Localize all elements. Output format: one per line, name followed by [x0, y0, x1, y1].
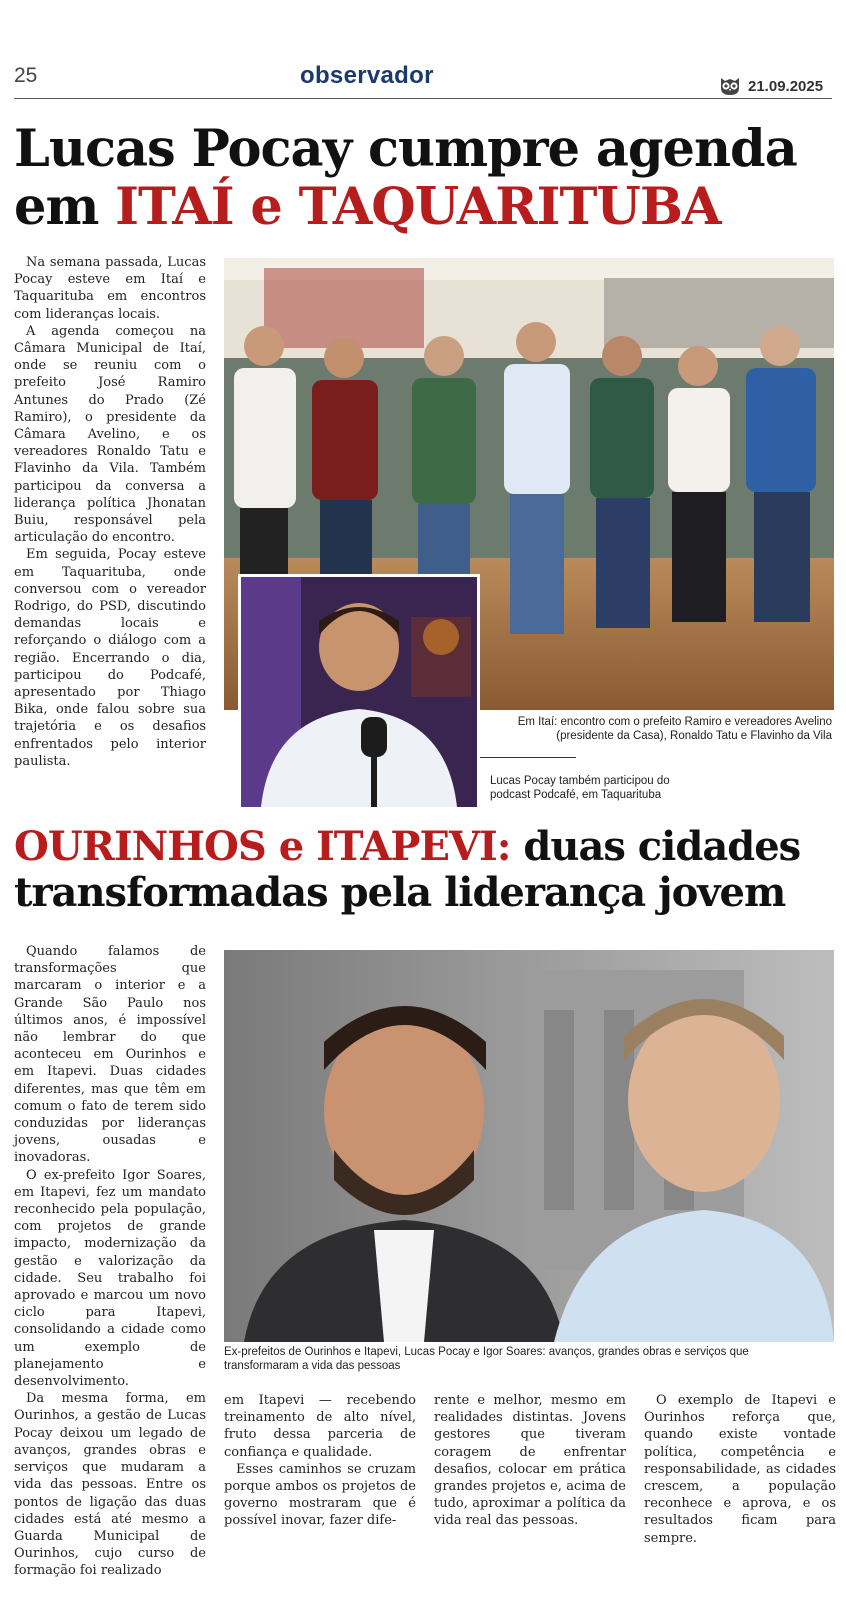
article1-body [14, 254, 206, 770]
caption-divider [480, 757, 576, 758]
article2-paragraph: Da mesma forma, em Ourinhos, a gestão de Lucas Pocay deixou um legado de avanços, grandes obras e serviços que mudaram a vida das pessoas. Entre os pontos de ligação das duas cidades está até mesmo a Guarda Municipal de Ourinhos, cujo curso de formação foi realizado [14, 1391, 206, 1579]
owl-icon [718, 74, 742, 96]
photo-caption-itai: Em Itaí: encontro com o prefeito Ramiro e vereadores Avelino (presidente da Casa), Ronaldo Tatu e Flavinho da Vila [517, 716, 832, 742]
issue-date: 21.09.2025 [748, 78, 824, 95]
article1-headline-line1: Lucas Pocay cumpre agenda [14, 119, 797, 179]
article2-paragraph: em Itapevi — recebendo treinamento de alto nível, fruto dessa parceria de confiança e qualidade. [224, 1393, 416, 1460]
article2-headline-line2: transformadas pela liderança jovem [14, 869, 786, 916]
article1-headline-highlight: ITAÍ e TAQUARITUBA [115, 177, 721, 237]
page-number: 25 [14, 64, 38, 87]
article1-paragraph: A agenda começou na Câmara Municipal de Itaí, onde se reuniu com o prefeito José Ramiro Antunes do Prado (Zé Ramiro), o presidente da Câmara Avelino, e os vereadores Ronaldo Tatu e Flavinho da Vila. Também participou da conversa a liderança política Jhonatan Buiu, responsável pela articulação do encontro. [14, 323, 206, 546]
masthead-logo: observador [300, 62, 434, 89]
photo-caption-podcast: Lucas Pocay também participou do podcast Podcafé, em Taquarituba [490, 775, 670, 801]
article1-headline-line2 [14, 178, 721, 236]
article2-paragraph: Esses caminhos se cruzam porque ambos os projetos de governo mostraram que é possível inovar, fazer dife- [224, 1461, 416, 1529]
article2-headline-highlight: OURINHOS e ITAPEVI: [14, 823, 511, 870]
article2-paragraph: O ex-prefeito Igor Soares, em Itapevi, fez um mandato reconhecido pela população, com projetos de grande impacto, modernização da gestão e valorização da cidade. Seu trabalho foi aprovado e marcou um novo ciclo para Itapevi, consolidando a cidade como um exemplo de planejamento e desenvolvimento. [14, 1167, 206, 1390]
article2-column-2 [224, 1392, 416, 1530]
article1-paragraph: Na semana passada, Lucas Pocay esteve em Itaí e Taquarituba em encontros com lideranças locais. [14, 255, 206, 322]
photo-caption-ex-mayors: Ex-prefeitos de Ourinhos e Itapevi, Lucas Pocay e Igor Soares: avanços, grandes obras e serviços que transformaram a vida das pessoas [224, 1346, 749, 1372]
article2-paragraph: rente e melhor, mesmo em realidades distintas. Jovens gestores que tiveram coragem de enfrentar desafios, colocar em prática grandes projetos e, acima de tudo, aproximar a política da vida real das pessoas. [434, 1393, 626, 1529]
article2-column-1 [14, 943, 206, 1580]
article1-headline-prefix: em [14, 177, 116, 237]
article2-column-4 [644, 1392, 836, 1547]
article1-paragraph: Em seguida, Pocay esteve em Taquarituba, onde conversou com o vereador Rodrigo, do PSD, discutindo demandas locais e reforçando o diálogo com a região. Encerrando o dia, participou do Podcafé, apresentado por Thiago Bika, onde falou sobre sua trajetória e os desafios enfrentados pelo interior paulista. [14, 547, 206, 769]
header-divider [14, 98, 832, 99]
article2-column-3 [434, 1392, 626, 1530]
article2-headline-line1 [14, 824, 800, 870]
article2-paragraph: Quando falamos de transformações que marcaram o interior e a Grande São Paulo nos últimos anos, é impossível não lembrar do que aconteceu em Ourinhos e em Itapevi. Duas cidades diferentes, mas que têm em comum o fato de terem sido conduzidas por lideranças jovens, ousadas e inovadoras. [14, 944, 206, 1166]
podcast-photo [238, 574, 480, 810]
portrait-photo-ex-mayors [224, 950, 834, 1342]
article2-headline-rest: duas cidades [510, 823, 801, 870]
article2-paragraph: O exemplo de Itapevi e Ourinhos reforça que, quando existe vontade política, competência e responsabilidade, as cidades crescem, a população reconhece e aprova, e os resultados ficam para sempre. [644, 1393, 836, 1546]
